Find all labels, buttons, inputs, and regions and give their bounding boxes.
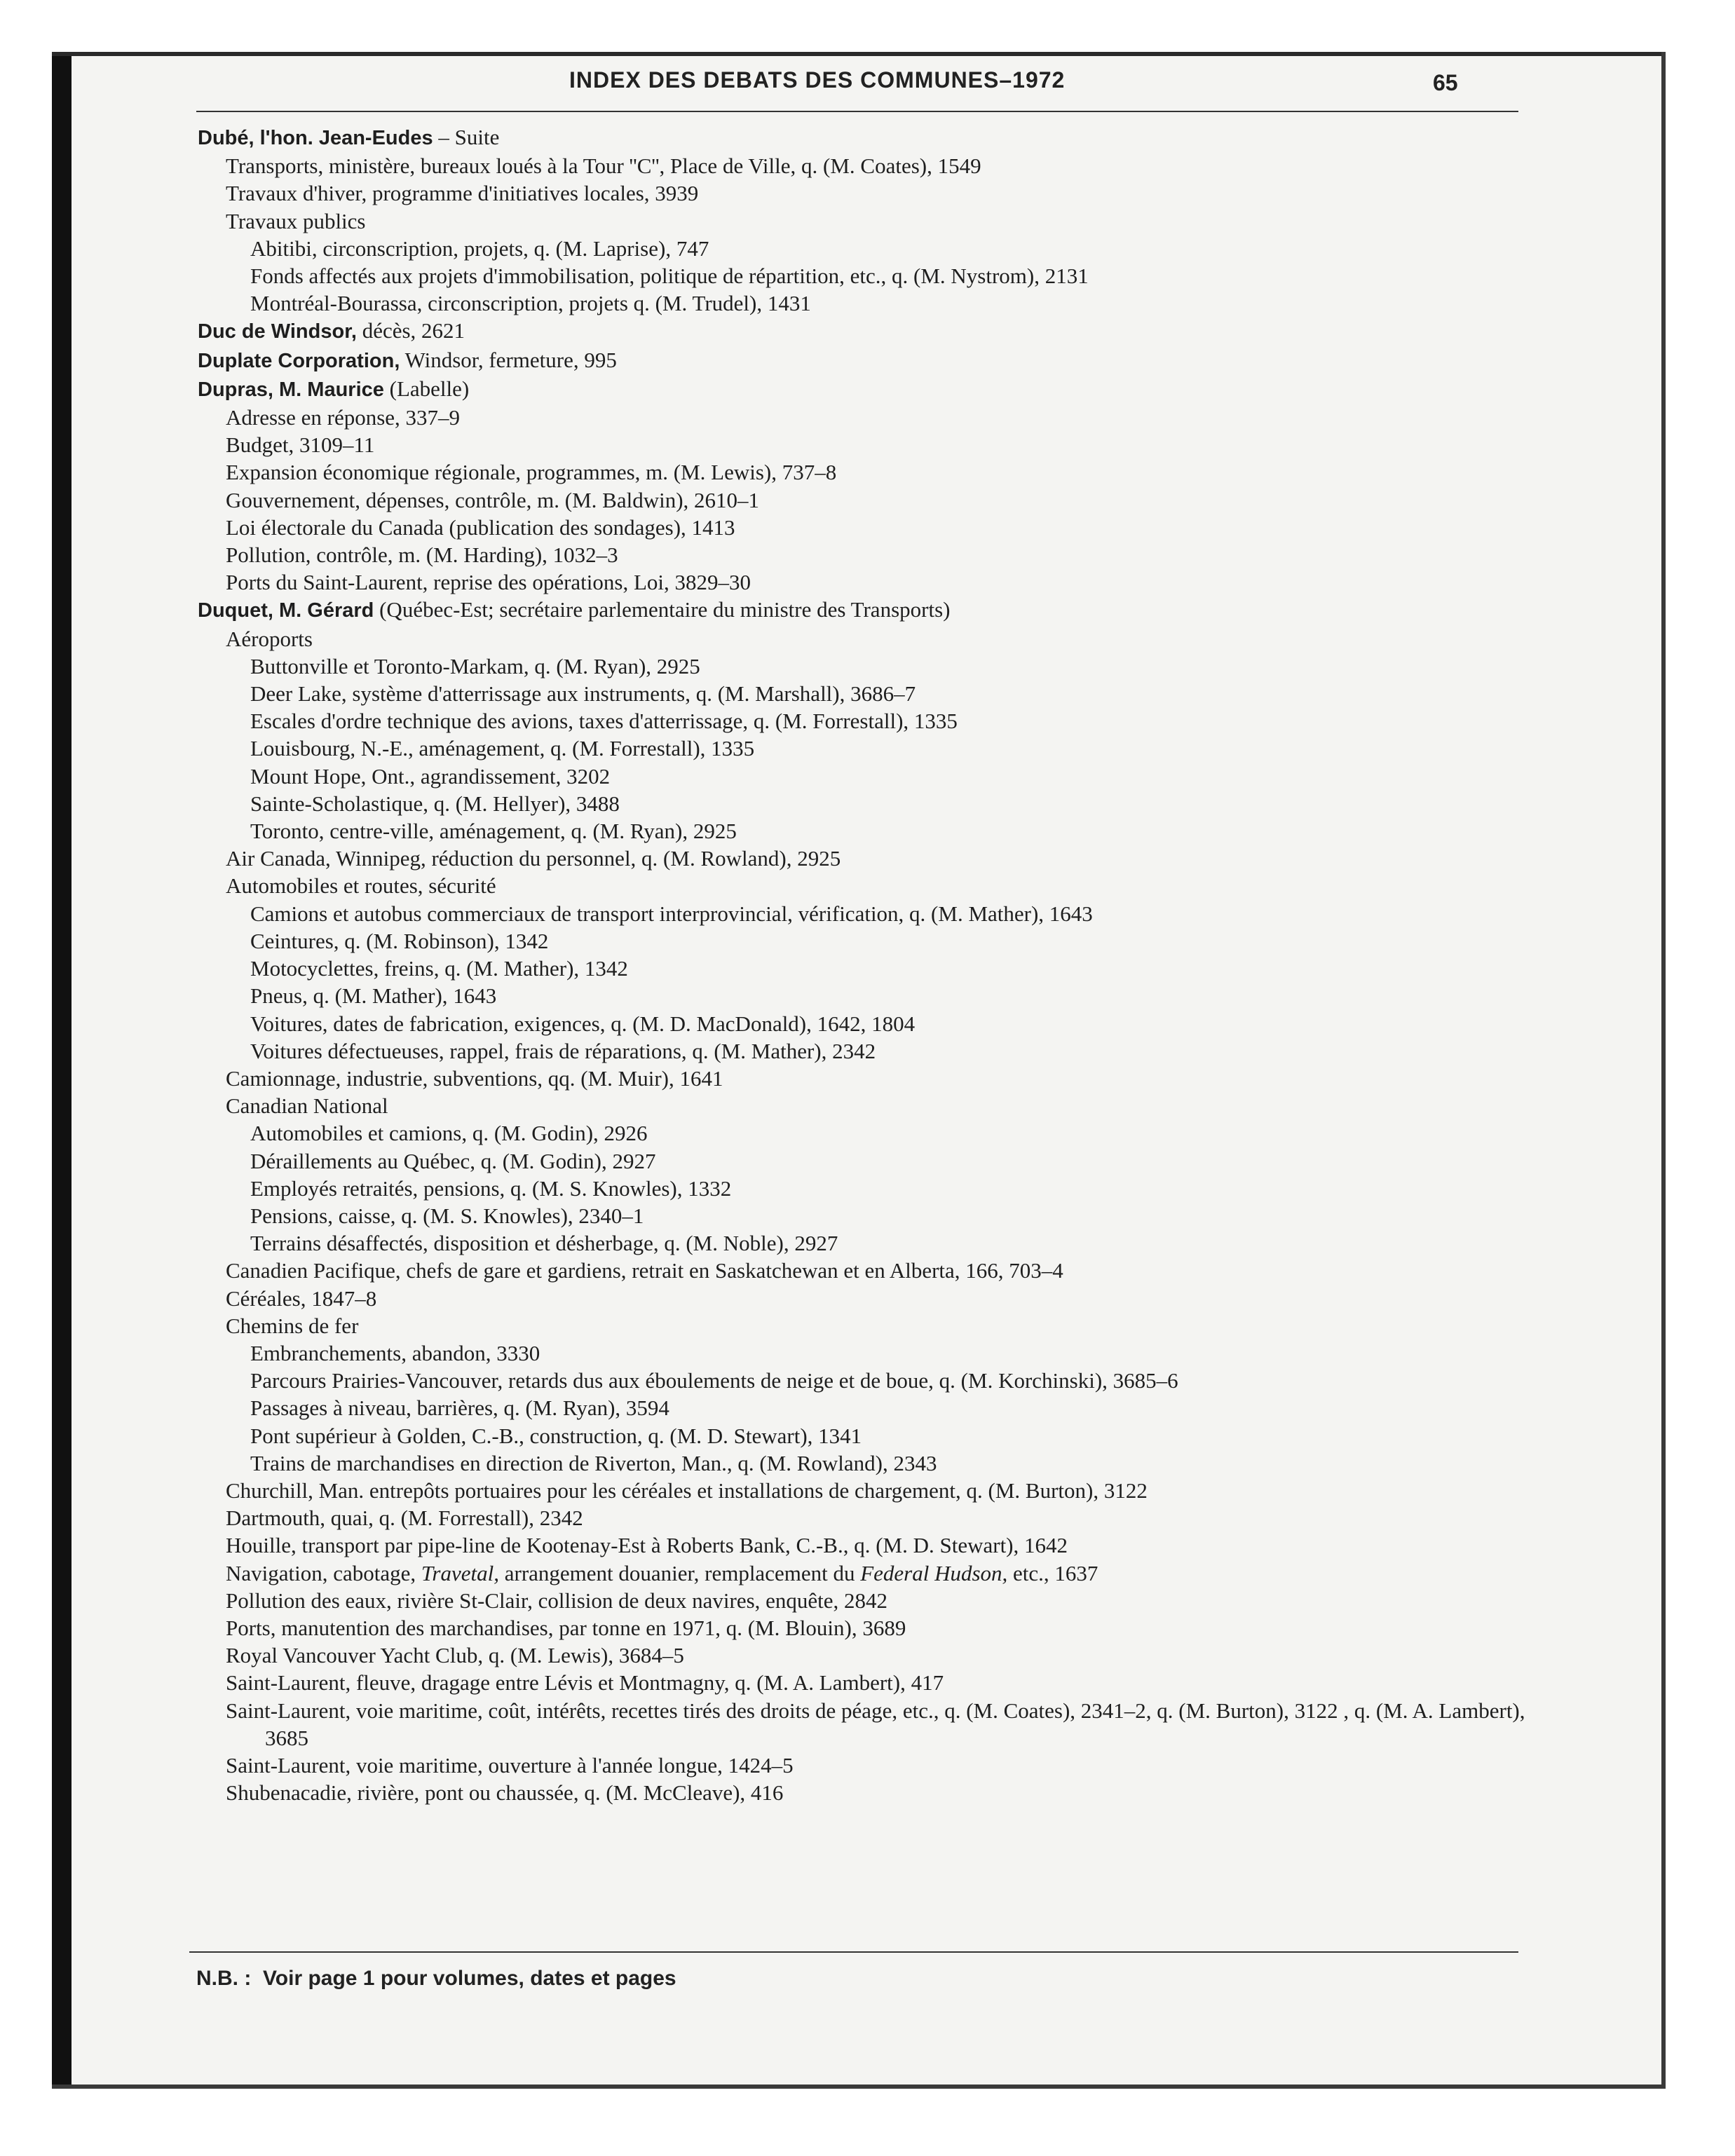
index-subentry: Aéroports — [226, 626, 313, 651]
index-subentry — [198, 1477, 1516, 1504]
wrapped-entry-text: Churchill, Man. entrepôts portuaires pour les céréales et installations de chargement, q. (M. Burton), 3122 — [226, 1478, 1148, 1503]
index-subentry: Pollution, contrôle, m. (M. Harding), 1032–3 — [226, 543, 618, 568]
index-subentry: Travaux publics — [226, 208, 366, 233]
index-subentry: Gouvernement, dépenses, contrôle, m. (M. Baldwin), 2610–1 — [226, 487, 760, 512]
index-subsubentry: Passages à niveau, barrières, q. (M. Ryan), 3594 — [250, 1396, 669, 1421]
index-subsubentry: Pensions, caisse, q. (M. S. Knowles), 2340–1 — [250, 1203, 644, 1228]
index-subsubentry — [198, 1367, 1516, 1394]
index-subentry: Dartmouth, quai, q. (M. Forrestall), 2342 — [226, 1506, 583, 1531]
entry-text: Navigation, cabotage, — [226, 1560, 421, 1585]
index-subentry: Adresse en réponse, 337–9 — [226, 405, 461, 430]
index-subentry: Ports du Saint-Laurent, reprise des opérations, Loi, 3829–30 — [226, 570, 751, 595]
index-subentry: Ports, manutention des marchandises, par tonne en 1971, q. (M. Blouin), 3689 — [226, 1615, 906, 1640]
heading-text: (Labelle) — [383, 376, 470, 401]
index-subentry: Céréales, 1847–8 — [226, 1285, 377, 1311]
index-subentry: Canadien Pacifique, chefs de gare et gardiens, retrait en Saskatchewan et en Alberta, 166, 703–4 — [226, 1258, 1063, 1283]
heading-name: Duquet, M. Gérard — [198, 599, 374, 622]
index-subsubentry: Motocyclettes, freins, q. (M. Mather), 1342 — [250, 956, 628, 981]
entry-text: arrangement douanier, remplacement du — [499, 1560, 861, 1585]
index-subentry: Saint-Laurent, fleuve, dragage entre Lévis et Montmagny, q. (M. A. Lambert), 417 — [226, 1670, 944, 1696]
index-subentry: Air Canada, Winnipeg, réduction du personnel, q. (M. Rowland), 2925 — [226, 846, 841, 871]
index-heading — [198, 123, 1516, 152]
index-subentry: Loi électorale du Canada (publication des sondages), 1413 — [226, 514, 735, 540]
index-subentry: Houille, transport par pipe-line de Kootenay-Est à Roberts Bank, C.-B., q. (M. D. Stewart), 1642 — [226, 1533, 1068, 1558]
index-subentry: Pollution des eaux, rivière St-Clair, collision de deux navires, enquête, 2842 — [226, 1588, 888, 1613]
index-subsubentry: Pneus, q. (M. Mather), 1643 — [250, 983, 497, 1009]
index-subsubentry: Trains de marchandises en direction de Riverton, Man., q. (M. Rowland), 2343 — [250, 1450, 937, 1475]
footer-note: N.B. : Voir page 1 pour volumes, dates et pages — [196, 1967, 676, 1990]
index-subsubentry: Fonds affectés aux projets d'immobilisation, politique de répartition, etc., q. (M. Nystrom), 2131 — [250, 264, 1089, 289]
scan-border-bottom — [52, 2085, 1666, 2089]
index-subentry — [198, 1560, 1516, 1587]
index-subentry — [198, 1697, 1525, 1752]
entry-text: etc., 1637 — [1007, 1560, 1098, 1585]
index-subsubentry: Voitures, dates de fabrication, exigences, q. (M. D. MacDonald), 1642, 1804 — [250, 1011, 916, 1036]
index-heading — [198, 317, 1516, 346]
index-subsubentry: Deer Lake, système d'atterrissage aux instruments, q. (M. Marshall), 3686–7 — [250, 681, 916, 707]
heading-text: (Québec-Est; secrétaire parlementaire du ministre des Transports) — [374, 597, 951, 622]
heading-text: – Suite — [433, 125, 500, 149]
index-subsubentry: Escales d'ordre technique des avions, taxes d'atterrissage, q. (M. Forrestall), 1335 — [250, 709, 958, 734]
heading-name: Duc de Windsor, — [198, 320, 357, 343]
wrapped-entry-text: Parcours Prairies-Vancouver, retards dus aux éboulements de neige et de boue, q. (M. Korchinski), 3685–6 — [250, 1368, 1178, 1393]
index-subsubentry: Buttonville et Toronto-Markam, q. (M. Ryan), 2925 — [250, 653, 700, 678]
index-subsubentry: Montréal-Bourassa, circonscription, projets q. (M. Trudel), 1431 — [250, 291, 811, 316]
index-subsubentry: Pont supérieur à Golden, C.-B., construction, q. (M. D. Stewart), 1341 — [250, 1423, 862, 1448]
wrapped-entry-text: Saint-Laurent, voie maritime, coût, intérêts, recettes tirés des droits de péage, etc., q. (M. Coates), 2341–2, q. (M. Burton), 3122 , q. (M. A. Lambert), 3685 — [226, 1698, 1525, 1750]
index-subentry: Camionnage, industrie, subventions, qq. (M. Muir), 1641 — [226, 1065, 723, 1091]
index-subentry: Travaux d'hiver, programme d'initiatives locales, 3939 — [226, 181, 699, 206]
index-subentry: Expansion économique régionale, programmes, m. (M. Lewis), 737–8 — [226, 460, 837, 485]
index-heading — [198, 596, 1516, 625]
index-subentry: Budget, 3109–11 — [226, 432, 375, 458]
index-subsubentry: Sainte-Scholastique, q. (M. Hellyer), 3488 — [250, 791, 620, 816]
index-subsubentry: Louisbourg, N.-E., aménagement, q. (M. Forrestall), 1335 — [250, 736, 755, 761]
heading-name: Dupras, M. Maurice — [198, 378, 384, 401]
vessel-name: Travetal, — [421, 1560, 499, 1585]
footer-rule — [189, 1951, 1518, 1953]
header-rule — [196, 111, 1518, 112]
index-heading — [198, 346, 1516, 375]
heading-text: décès, 2621 — [356, 318, 465, 343]
index-subsubentry: Déraillements au Québec, q. (M. Godin), 2927 — [250, 1148, 656, 1173]
index-subsubentry: Abitibi, circonscription, projets, q. (M. Laprise), 747 — [250, 236, 709, 261]
scan-border-left — [52, 52, 72, 2089]
index-subsubentry: Automobiles et camions, q. (M. Godin), 2926 — [250, 1121, 648, 1146]
index-entries — [198, 123, 1525, 1806]
index-subsubentry: Voitures défectueuses, rappel, frais de réparations, q. (M. Mather), 2342 — [250, 1038, 876, 1063]
heading-name: Dubé, l'hon. Jean-Eudes — [198, 127, 433, 149]
index-subentry: Chemins de fer — [226, 1313, 359, 1338]
running-header-title: INDEX DES DEBATS DES COMMUNES–1972 — [569, 67, 1066, 93]
index-subsubentry: Toronto, centre-ville, aménagement, q. (M. Ryan), 2925 — [250, 819, 737, 844]
index-subsubentry: Terrains désaffectés, disposition et désherbage, q. (M. Noble), 2927 — [250, 1231, 838, 1256]
index-subentry: Shubenacadie, rivière, pont ou chaussée, q. (M. McCleave), 416 — [226, 1780, 784, 1806]
index-subsubentry: Camions et autobus commerciaux de transport interprovincial, vérification, q. (M. Mather), 1643 — [250, 901, 1093, 926]
index-subentry: Canadian National — [226, 1093, 388, 1119]
index-subentry: Royal Vancouver Yacht Club, q. (M. Lewis), 3684–5 — [226, 1643, 684, 1668]
index-subsubentry: Mount Hope, Ont., agrandissement, 3202 — [250, 763, 611, 789]
scan-border-right — [1661, 52, 1666, 2089]
heading-name: Duplate Corporation, — [198, 349, 400, 372]
index-subentry: Transports, ministère, bureaux loués à la Tour ''C'', Place de Ville, q. (M. Coates), 1549 — [226, 153, 981, 179]
index-heading — [198, 375, 1516, 404]
index-subsubentry: Ceintures, q. (M. Robinson), 1342 — [250, 928, 549, 953]
vessel-name: Federal Hudson, — [860, 1560, 1008, 1585]
index-subentry: Saint-Laurent, voie maritime, ouverture à l'année longue, 1424–5 — [226, 1752, 794, 1778]
page-number: 65 — [1433, 70, 1458, 95]
heading-text: Windsor, fermeture, 995 — [400, 347, 617, 372]
index-subentry: Automobiles et routes, sécurité — [226, 873, 496, 899]
index-subsubentry: Employés retraités, pensions, q. (M. S. Knowles), 1332 — [250, 1175, 732, 1201]
index-subsubentry: Embranchements, abandon, 3330 — [250, 1340, 540, 1365]
